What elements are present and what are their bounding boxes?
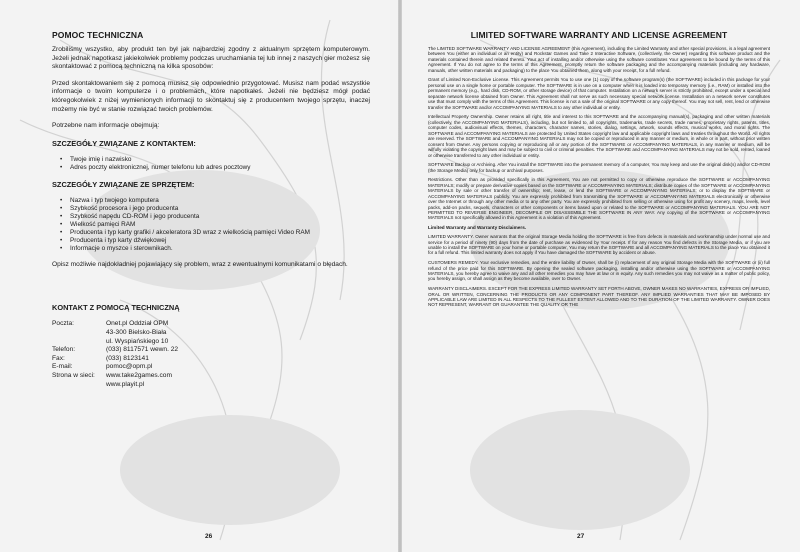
problem-description: Opisz możliwie najdokładniej pojawiający się problem, wraz z ewentualnymi komunikatami o błędach. (52, 260, 348, 268)
license-paragraph: Restrictions. Other than as provided specifically in this Agreement, You are not permitted to copy or otherwise reproduce the SOFTWARE or ACCOMPANYING MATERIALS; modify or prepare derivative copies based on the SOFTWARE or ACCOMPANYING MATERIALS; distribute copies of the SOFTWARE or ACCOMPANYING MATERIALS by sale or other transfer of ownership; rent, lease, or lend the SOFTWARE or ACCOMPANYING MATERIALS; or to display the SOFTWARE or ACCOMPANYING MATERIALS publicly. You are expressly prohibited from transmitting the SOFTWARE or ACCOMPANYING MATERIALS electronically or otherwise over the Internet or through any other media or to any other party. You are expressly prohibited from selling or otherwise using for profit any scenery, maps, levels, level packs, add-on packs, sequels, characters or other components or items based upon or related to the SOFTWARE or ACCOMPANYING MATERIALS. YOU ARE NOT PERMITTED TO REVERSE ENGINEER, DECOMPILE OR DISASSEMBLE THE SOFTWARE IN ANY WAY. Any copying of the SOFTWARE or ACCOMPANYING MATERIALS not specifically allowed in this Agreement is a violation of this Agreement. (428, 177, 770, 221)
license-title: LIMITED SOFTWARE WARRANTY AND LICENSE AGREEMENT (470, 30, 728, 40)
license-paragraph: CUSTOMERS REMEDY. Your exclusive remedies, and the entire liability of Owner, shall be (i) replacement of any original Storage Media with the SOFTWARE or (ii) full refund of the price paid for this SOFTWARE. By opening the sealed software packaging, installing and/or otherwise using the SOFTWARE or ACCOMPANYING MATERIALS, you hereby agree to waive any and all other remedies you may have at law or in equity. Any such remedies you may not waive as a matter of public policy, you hereby assign, or shall assign as they become available, over to Owner. (428, 260, 770, 282)
license-paragraph: Intellectual Property Ownership. Owner retains all right, title and interest to this SOFTWARE and the accompanying manual(s), packaging and other written materials (collectively, the ACCOMPANYING MATERIALS), including, but not limited to, all copyrights, trademarks, trade secrets, trade names, proprietary rights, patents, titles, computer codes, audiovisual effects, themes, characters, character names, stories, dialog, settings, artwork, sounds effects, musical works, and moral rights. The SOFTWARE and ACCOMPANYING MATERIALS are protected by United States copyright law and applicable copyright laws and treaties throughout the World. All rights are reserved. The SOFTWARE and ACCOMPANYING MATERIALS may not be copied or reproduced in any manner or medium, in whole or in part, without prior written consent from Owner. Any persons copying or reproducing all or any portion of the SOFTWARE or ACCOMPANYING MATERIALS, in any manner or medium, will be wilfully violating the copyright laws and may be subject to civil or criminal penalties. The SOFTWARE and ACCOMPANYING MATERIALS may not be sold, rented, loaned or otherwise transferred to any other individual or entity. (428, 114, 770, 158)
contact-value: (033) 8123141 (106, 354, 149, 362)
contact-value: www.take2games.com (106, 371, 172, 379)
contact-value: (033) 8117571 wewn. 22 (106, 346, 179, 354)
page-number: 26 (205, 533, 213, 540)
hardware-details-heading: SZCZEGÓŁY ZWIĄZANE ZE SPRZĘTEM: (52, 179, 195, 189)
support-title: POMOC TECHNICZNA (52, 30, 144, 40)
contact-label: E-mail: (52, 363, 73, 371)
contact-value: ul. Wyspiańskiego 10 (106, 337, 169, 345)
contact-label: Fax: (52, 354, 65, 362)
list-item: • Producenta i typ karty grafiki / akceleratora 3D wraz z wielkością pamięci Video RAM (60, 229, 370, 237)
support-intro: Zrobiliśmy wszystko, aby produkt ten był jak najbardziej zgodny z aktualnym sprzętem komputerowym. Jeżeli jednak napotkasz jakiekolwiek problemy podczas uruchamiania tej lub innej z naszych gier możesz się skontaktować z pomocą techniczną na kilka sposobów: (52, 46, 370, 71)
contact-label: Telefon: (52, 346, 76, 354)
list-item: • Szybkość procesora i jego producenta (60, 205, 370, 213)
support-preparation: Przed skontaktowaniem się z pomocą musisz się odpowiednio przygotować. Musisz nam podać wszystkie informacje o twoim komputerze i o problemach, które napotkałeś. Jeżeli nie będziesz mógł podać któregokolwiek z niżej wymienionych informacji to skontaktuj się z producentem twojego sprzętu, inaczej możemy nie być w stanie rozwiązać twoich problemów. (52, 79, 370, 113)
contact-table (52, 320, 370, 389)
list-item: • Twoje imię i nazwisko (60, 156, 370, 164)
list-item: • Producenta i typ karty dźwiękowej (60, 237, 370, 245)
license-paragraph: SOFTWARE Backup or Archiving. After You install the SOFTWARE into the permanent memory of a computer, You may keep and use the original disk(s) and/or CD-ROM (the Storage Media) only for backup or archival purposes. (428, 162, 770, 173)
warranty-heading: Limited Warranty and Warranty Disclaimers. (428, 225, 527, 231)
license-paragraph: The LIMITED SOFTWARE WARRANTY AND LICENSE AGREEMENT (this Agreement), including the Limited Warranty and other special provisions, is a legal agreement between You (either an individual or an entity) and Rockstar Games and Take 2 Interactive Software, (collectively, the Owner) regarding this software product and the materials contained therein and related thereto. Your act of installing and/or otherwise using the software constitutes Your agreement to be bound by the terms of this Agreement. If You do not agree to the terms of this Agreement, promptly return the software packaging and the accompanying materials (including any hardware, manuals, other written materials and packaging) to the place You obtained them, along with your receipt, for a full refund. (428, 46, 770, 73)
contact-label: Poczta: (52, 320, 74, 328)
contact-label (52, 329, 106, 338)
contact-details-heading: SZCZEGÓŁY ZWIĄZANE Z KONTAKTEM: (52, 138, 196, 148)
page-right (400, 0, 800, 552)
contact-value: Onet.pl Oddział OPM (106, 320, 169, 328)
list-item: • Wielkość pamięci RAM (60, 221, 370, 229)
list-item: • Informacje o myszce i sterownikach. (60, 245, 370, 253)
contact-label (52, 381, 106, 390)
list-item: • Nazwa i typ twojego komputera (60, 197, 370, 205)
contact-details-list (52, 156, 370, 172)
contact-value: www.playit.pl (106, 380, 145, 388)
contact-value: pomoc@opm.pl (106, 363, 153, 371)
list-item: • Adres poczty elektronicznej, numer telefonu lub adres pocztowy (60, 164, 370, 172)
support-needed-info: Potrzebne nam informacje obejmują: (52, 122, 160, 130)
contact-title: KONTAKT Z POMOCĄ TECHNICZNĄ (52, 303, 180, 313)
hardware-details-list (52, 197, 370, 253)
license-paragraph: Grant of Limited Non-Exclusive License. This Agreement permits You to use one (1) copy of the software program(s) (the SOFTWARE) included in this package for your personal use on a single home or portable computer. The SOFTWARE is in use on a computer when it is loaded into temporary memory (i.e., RAM) or installed into the permanent memory (e.g., hard disk, CD-ROM, or other storage device) of that computer. Installation on a network server is strictly prohibited, except under a special and separate network license obtained from Owner. This Agreement shall not serve as such necessary special network license. Installation on a network server constitutes use that must comply with the terms of this Agreement. This license is not a sale of the original SOFTWARE or any copy thereof. You may not sell, rent, lend or otherwise transfer the SOFTWARE and/or ACCOMPANYING MATERIALS to any other individual or entity. (428, 77, 770, 110)
contact-label: Strona w sieci: (52, 371, 95, 379)
contact-label (52, 338, 106, 347)
license-paragraph: WARRANTY DISCLAIMERS. EXCEPT FOR THE EXPRESS LIMITED WARRANTY SET FORTH ABOVE, OWNER MAKES NO WARRANTIES, EXPRESS OR IMPLIED, ORAL OR WRITTEN, CONCERNING THE PRODUCTS OR ANY COMPONENT PART THEREOF. ANY IMPLIED WARRANTIES THAT MAY BE IMPOSED BY APPLICABLE LAW ARE LIMITED IN ALL RESPECTS TO THE FULLEST EXTENT ALLOWED AND TO THE DURATION OF THE LIMITED WARRANTY. OWNER DOES NOT REPRESENT, WARRANT OR GUARANTEE THE QUALITY OR THE (428, 286, 770, 308)
page-number: 27 (577, 533, 585, 540)
list-item: • Szybkość napędu CD-ROM i jego producenta (60, 213, 370, 221)
contact-value: 43-300 Bielsko-Biała (106, 328, 167, 336)
license-paragraph: LIMITED WARRANTY. Owner warrants that the original Storage Media holding the SOFTWARE is free from defects in materials and workmanship under normal use and service for a period of ninety (90) days from the date of purchase as evidenced by Your receipt. If for any reason You find defects in the Storage Media, or if you are unable to install the SOFTWARE on your home or portable computer, You may return the SOFTWARE and all ACCOMPANYING MATERIALS to the place You obtained it for a full refund. This limited warranty does not apply if You have damaged the SOFTWARE by accident or abuse. (428, 234, 770, 256)
